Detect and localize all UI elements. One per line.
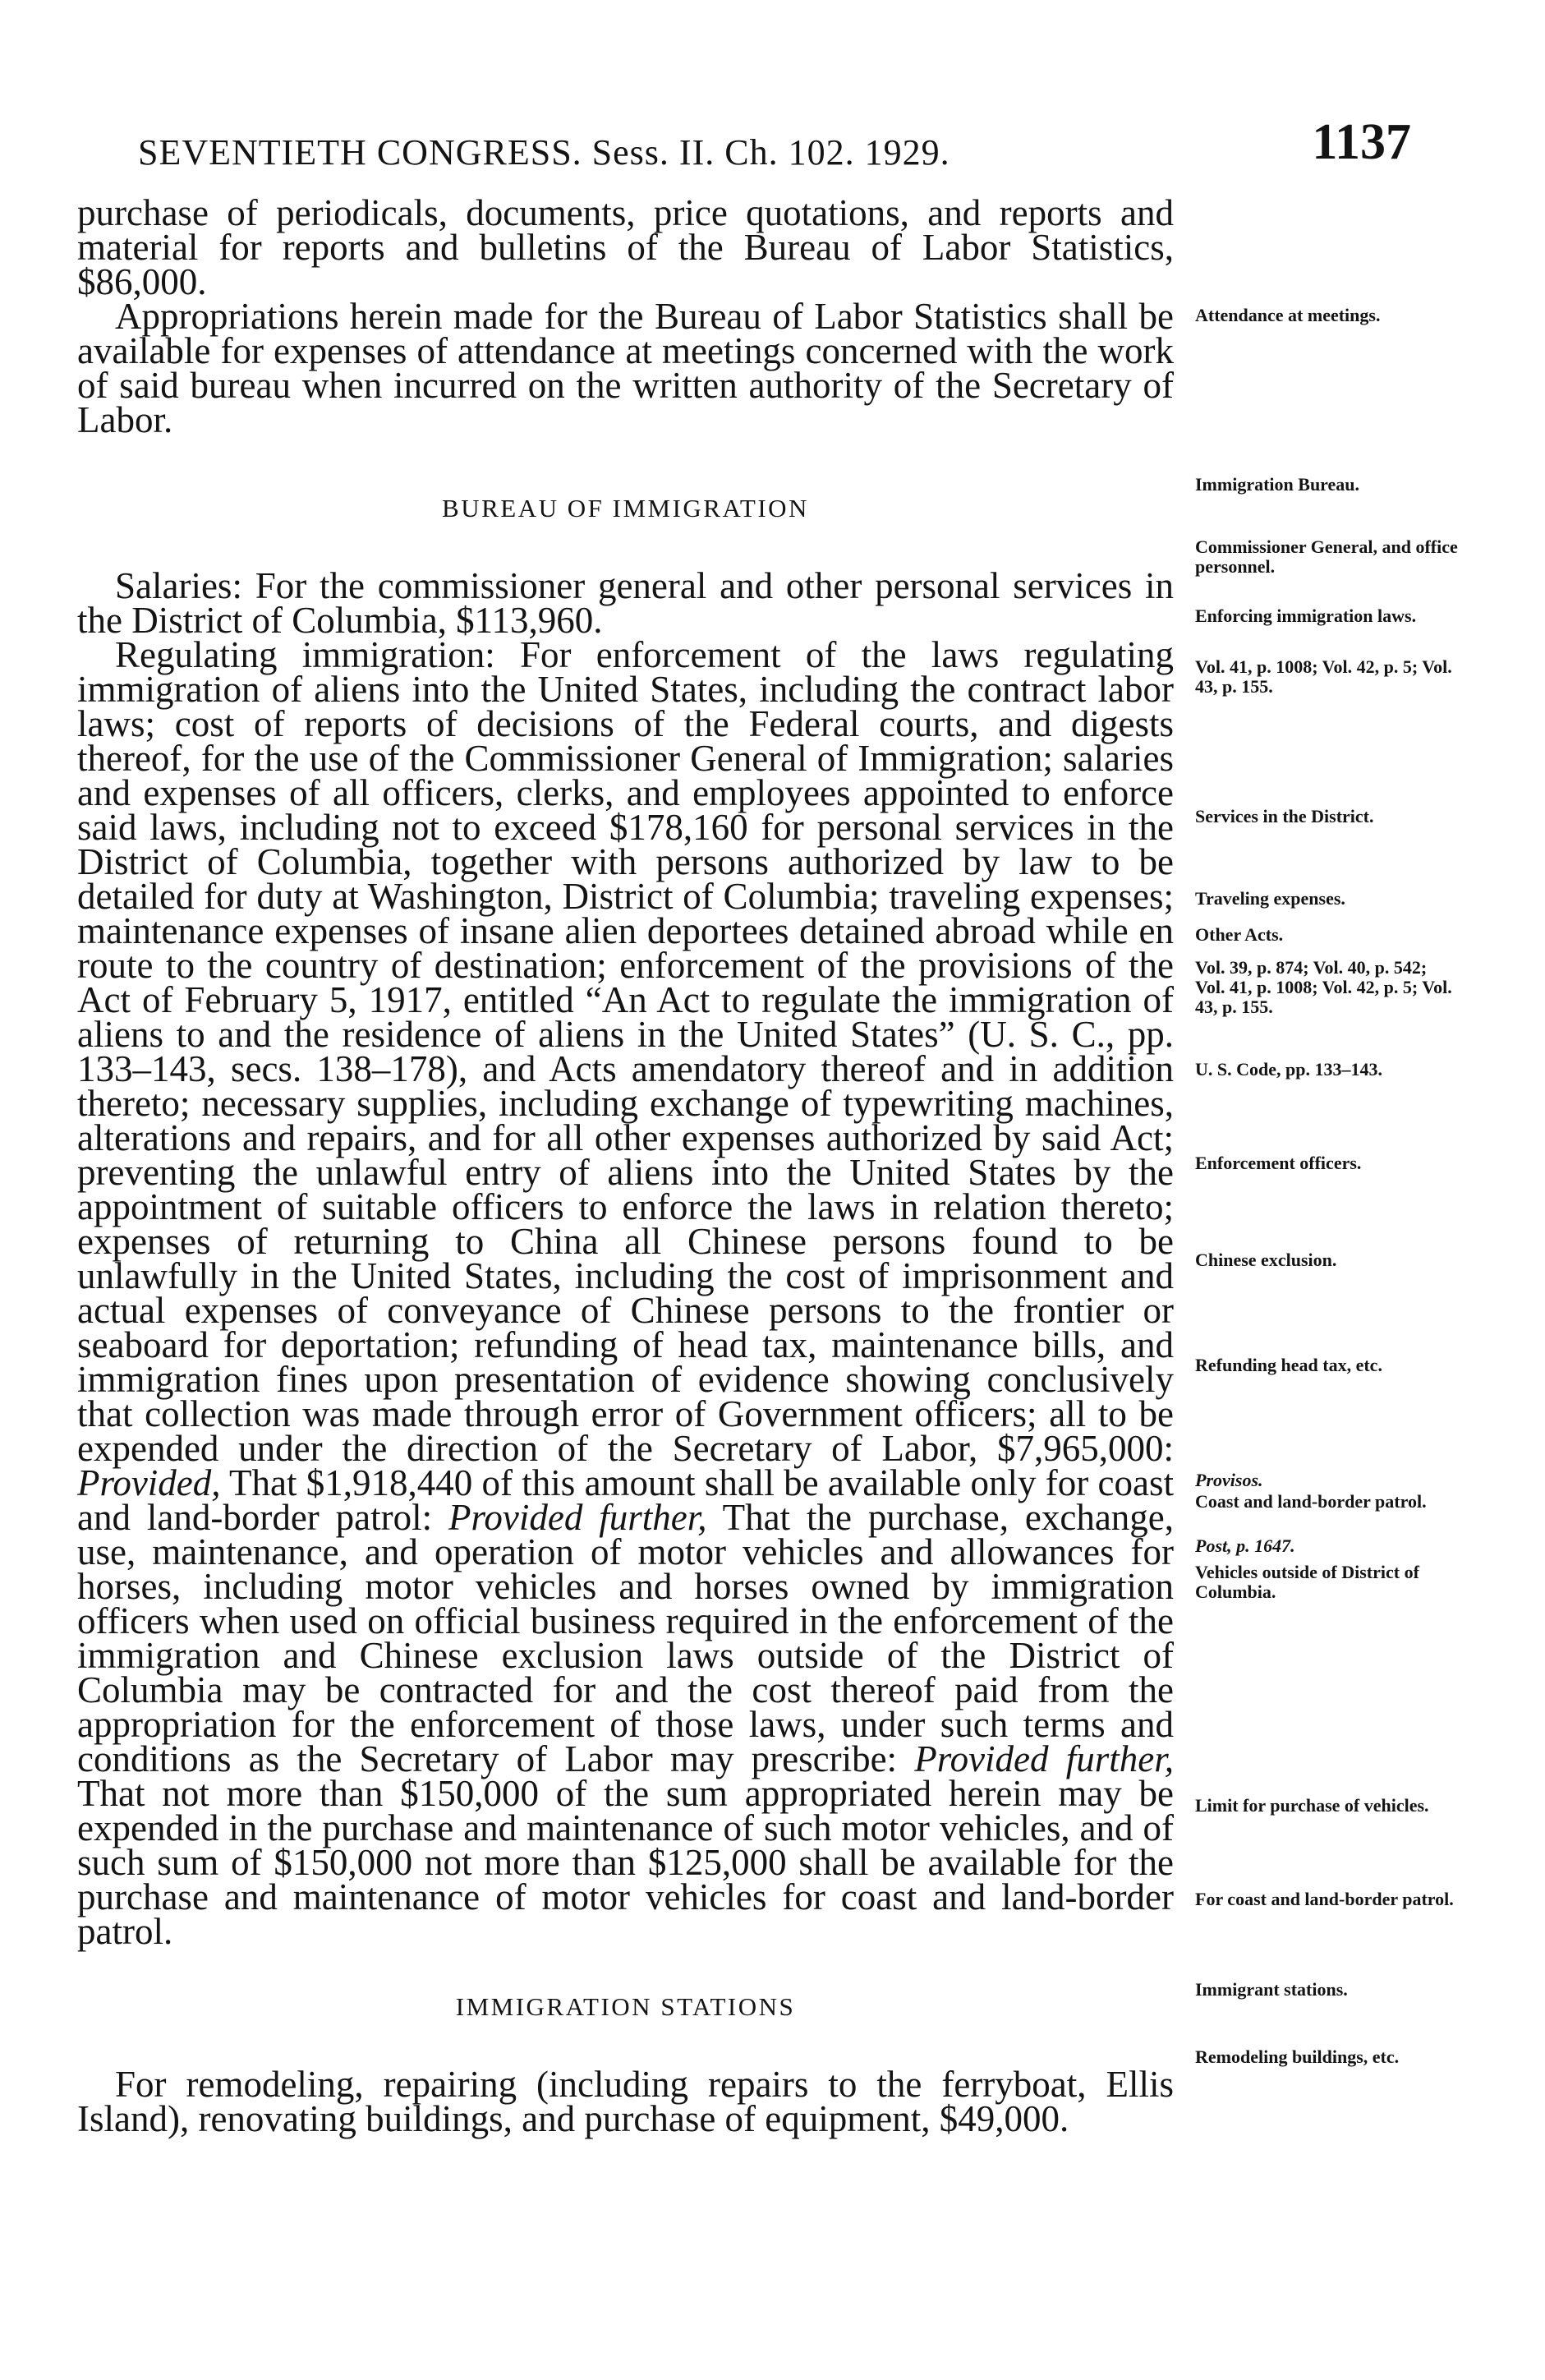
note-coast-patrol: Coast and land-border patrol.	[1195, 1491, 1427, 1512]
note-services-district: Services in the District.	[1195, 806, 1374, 826]
running-head: SEVENTIETH CONGRESS. Sess. II. Ch. 102. 1929.	[138, 132, 950, 173]
paragraph-salaries: Salaries: For the commissioner general and other personal services in the District of Columbia, $113,960.	[77, 565, 1174, 641]
regulating-text-2: That $1,918,440 of this amount shall be available only for coast and land-border patrol:	[77, 1462, 1174, 1538]
regulating-text-1: Regulating immigration: For enforcement of the laws regulating immigration of aliens into the United States, including the contract labor laws; cost of reports of decisions of the Federal courts, and digests thereof, for the use of the Commissioner General of Immigration; salaries and expenses of all officers, clerks, and employees appointed to enforce said laws, including not to exceed $178,160 for personal services in the District of Columbia, together with persons authorized by law to be detailed for duty at Washington, District of Columbia; traveling expenses; maintenance expenses of insane alien deportees detained abroad while en route to the country of destination; enforcement of the provisions of the Act of February 5, 1917, entitled “An Act to regulate the immigration of aliens to and the residence of aliens in the United States” (U. S. C., pp. 133–143, secs. 138–178), and Acts amendatory thereof and in addition thereto; necessary supplies, including exchange of typewriting machines, alterations and repairs, and for all other expenses authorized by said Act; preventing the unlawful entry of aliens into the United States by the appointment of suitable officers to enforce the laws in relation thereto; expenses of returning to China all Chinese persons found to be unlawfully in the United States, including the cost of imprisonment and actual expenses of conveyance of Chinese persons to the frontier or seaboard for deportation; refunding of head tax, maintenance bills, and immigration fines upon presentation of evidence showing conclusively that collection was made through error of Government officers; all to be expended under the direction of the Secretary of Labor, $7,965,000:	[77, 634, 1174, 1469]
paragraph-remodeling: For remodeling, repairing (including repairs to the ferryboat, Ellis Island), renovating buildings, and purchase of equipment, $49,000.	[77, 2064, 1174, 2139]
note-other-acts: Other Acts.	[1195, 924, 1284, 945]
note-commissioner: Commissioner General, and office personnel.	[1195, 536, 1458, 577]
note-for-coast: For coast and land-border patrol.	[1195, 1889, 1454, 1909]
note-provisos: Provisos.	[1195, 1470, 1263, 1490]
note-immigration-bureau: Immigration Bureau.	[1195, 474, 1360, 495]
note-remodeling: Remodeling buildings, etc.	[1195, 2046, 1400, 2067]
section-heading-immigration-stations: IMMIGRATION STATIONS	[455, 1992, 796, 2021]
note-us-code: U. S. Code, pp. 133–143.	[1195, 1059, 1382, 1080]
note-vehicles-outside: Vehicles outside of District of Columbia.	[1195, 1562, 1419, 1602]
provided-further-label: Provided further,	[448, 1497, 707, 1538]
regulating-text-3: That the purchase, exchange, use, maintenance, and operation of motor vehicles and allowances for horses, including motor vehicles and horses owned by immigration officers when used on official business required in the enforcement of the immigration and Chinese exclusion laws outside of the District of Columbia may be contracted for and the cost thereof paid from the appropriation for the enforcement of those laws, under such terms and conditions as the Secretary of Labor may prescribe:	[77, 1497, 1175, 1779]
note-attendance: Attendance at meetings.	[1195, 305, 1381, 325]
note-enforcement-officers: Enforcement officers.	[1195, 1153, 1362, 1173]
note-refunding: Refunding head tax, etc.	[1195, 1355, 1382, 1375]
note-chinese-exclusion: Chinese exclusion.	[1195, 1250, 1337, 1270]
note-enforcing: Enforcing immigration laws.	[1195, 605, 1417, 626]
note-traveling: Traveling expenses.	[1195, 888, 1345, 909]
note-vol-41: Vol. 41, p. 1008; Vol. 42, p. 5; Vol. 43, p. 155.	[1195, 656, 1452, 697]
note-limit-purchase: Limit for purchase of vehicles.	[1195, 1795, 1429, 1816]
page-number: 1137	[1312, 114, 1411, 170]
note-vol-39: Vol. 39, p. 874; Vol. 40, p. 542; Vol. 41, p. 1008; Vol. 42, p. 5; Vol. 43, p. 155.	[1195, 957, 1452, 1017]
note-post-ref: Post, p. 1647.	[1195, 1535, 1295, 1556]
provided-further-label-2: Provided further,	[914, 1738, 1174, 1779]
regulating-text-4: That not more than $150,000 of the sum appropriated herein may be expended in the purchase and maintenance of such motor vehicles, and of such sum of $150,000 not more than $125,000 shall be available for the purchase and maintenance of motor vehicles for coast and land-border patrol.	[77, 1773, 1174, 1952]
paragraph-attendance: Appropriations herein made for the Bureau of Labor Statistics shall be available for expenses of attendance at meetings concerned with the work of said bureau when incurred on the written authority of the Secretary of Labor.	[77, 296, 1174, 440]
section-heading-bureau-of-immigration: BUREAU OF IMMIGRATION	[442, 494, 809, 522]
paragraph-periodicals: purchase of periodicals, documents, price quotations, and reports and material for reports and bulletins of the Bureau of Labor Statistics, $86,000.	[77, 192, 1174, 302]
note-immigrant-stations: Immigrant stations.	[1195, 1979, 1348, 2000]
provided-label: Provided,	[77, 1462, 221, 1503]
